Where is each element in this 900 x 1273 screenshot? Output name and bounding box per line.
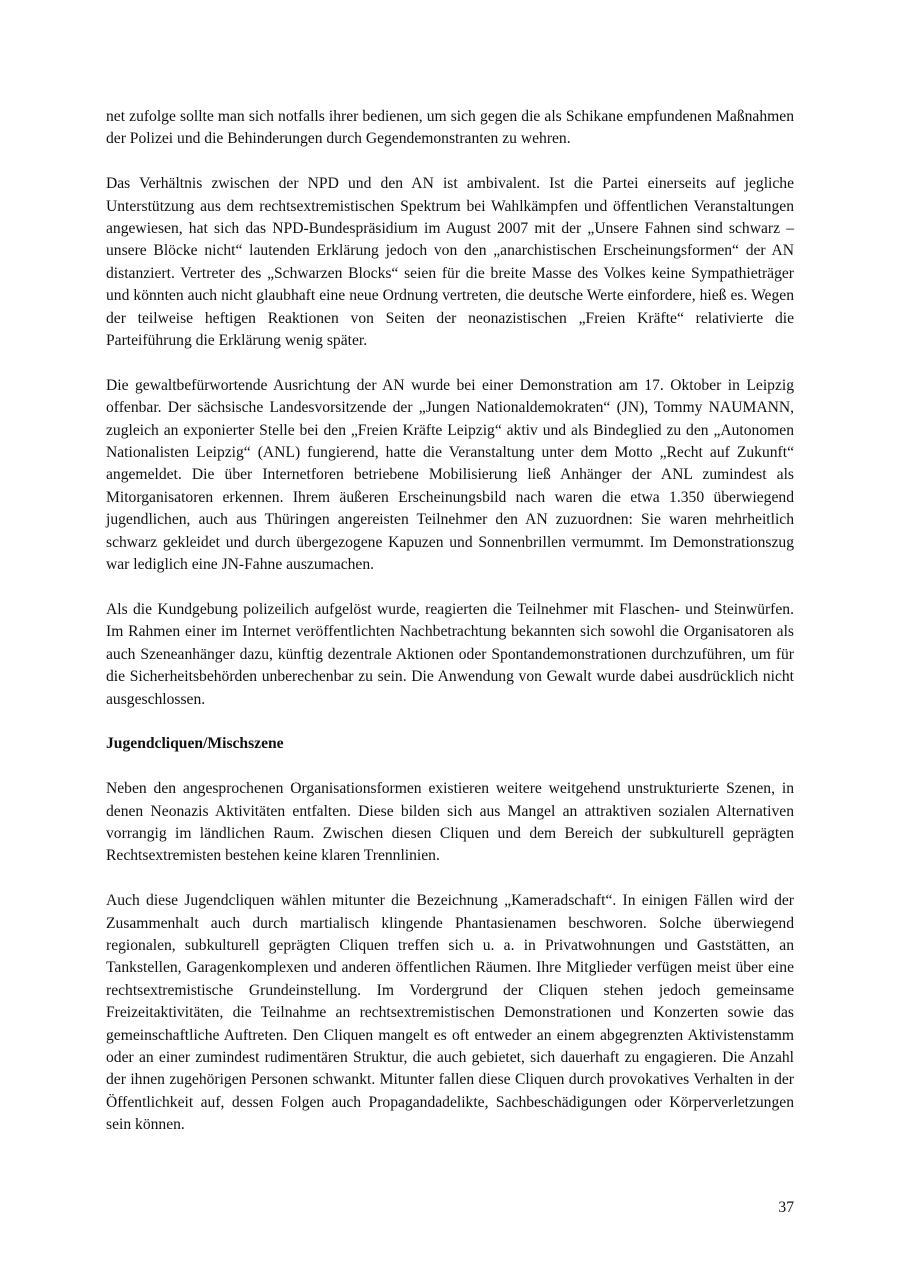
paragraph-unstructured-scenes: Neben den angesprochenen Organisationsformen existieren weitere weitgehend unstrukturierte Szenen, in denen Neonazis Aktivitäten entfalten. Diese bilden sich aus Mangel an attraktiven sozialen Alternativen vorrangig im ländlichen Raum. Zwischen diesen Cliquen und dem Bereich der subkulturell geprägten Rechtsextremisten bestehen keine klaren Trennlinien.: [106, 780, 794, 865]
paragraph-leipzig-demonstration: Die gewaltbefürwortende Ausrichtung der AN wurde bei einer Demonstration am 17. Oktober in Leipzig offenbar. Der sächsische Landesvorsitzende der „Jungen Nationaldemokraten“ (JN), Tommy NAUMANN, zugleich an exponierter Stelle bei den „Freien Kräfte Leipzig“ aktiv und als Bindeglied zu den „Autonomen Nationalisten Leipzig“ (ANL) fungierend, hatte die Veranstaltung unter dem Motto „Recht auf Zukunft“ angemeldet. Die über Internetforen betriebene Mobilisierung ließ Anhänger der ANL zumindest als Mitorganisatoren erkennen. Ihrem äußeren Erscheinungsbild nach waren die etwa 1.350 überwiegend jugendlichen, auch aus Thüringen angereisten Teilnehmer den AN zuzuordnen: Sie waren mehrheitlich schwarz gekleidet und durch übergezogene Kapuzen und Sonnenbrillen vermummt. Im Demonstrationszug war lediglich eine JN-Fahne auszumachen.: [106, 376, 794, 574]
paragraph-youth-cliques: Auch diese Jugendcliquen wählen mitunter die Bezeichnung „Kameradschaft“. In einigen Fällen wird der Zusammenhalt auch durch martialisch klingende Phantasienamen beschworen. Solche überwiegend regionalen, subkulturell geprägten Cliquen treffen sich u. a. in Privatwohnungen und Gaststätten, an Tankstellen, Garagenkomplexen und anderen öffentlichen Räumen. Ihre Mitglieder verfügen meist über eine rechtsextremistische Grundeinstellung. Im Vordergrund der Cliquen stehen jedoch gemeinsame Freizeitaktivitäten, die Teilnahme an rechtsextremistischen Demonstrationen und Konzerten sowie das gemeinschaftliche Auftreten. Den Cliquen mangelt es oft entweder an einem abgegrenzten Aktivistenstamm oder an einer zumindest rudimentären Struktur, die auch gebietet, sich dauerhaft zu engagieren. Die Anzahl der ihnen zugehörigen Personen schwankt. Mitunter fallen diese Cliquen durch provokatives Verhalten in der Öffentlichkeit auf, dessen Folgen auch Propagandadelikte, Sachbeschädigungen oder Körperverletzungen sein können.: [106, 892, 794, 1134]
page-body: [106, 106, 794, 1159]
paragraph-rally-dispersal: Als die Kundgebung polizeilich aufgelöst wurde, reagierten die Teilnehmer mit Flaschen- und Steinwürfen. Im Rahmen einer im Internet veröffentlichten Nachbetrachtung bekannten sich sowohl die Organisatoren als auch Szeneanhänger dazu, künftig dezentrale Aktionen oder Spontandemonstrationen durchzuführen, um für die Sicherheitsbehörden unberechenbar zu sein. Die Anwendung von Gewalt wurde dabei ausdrücklich nicht ausgeschlossen.: [106, 600, 794, 708]
paragraph-continuation: net zufolge sollte man sich notfalls ihrer bedienen, um sich gegen die als Schikane empfundenen Maßnahmen der Polizei und die Behinderungen durch Gegendemonstranten zu wehren.: [106, 108, 794, 148]
section-heading: Jugendcliquen/Mischszene: [106, 735, 284, 753]
paragraph-npd-an-relationship: Das Verhältnis zwischen der NPD und den AN ist ambivalent. Ist die Partei einerseits auf jegliche Unterstützung aus dem rechtsextremistischen Spektrum bei Wahlkämpfen und öffentlichen Veranstaltungen angewiesen, hat sich das NPD-Bundespräsidium im August 2007 mit der „Unsere Fahnen sind schwarz – unsere Blöcke nicht“ lautenden Erklärung jedoch von den „anarchistischen Erscheinungsformen“ der AN distanziert. Vertreter des „Schwarzen Blocks“ seien für die breite Masse des Volkes keine Sympathieträger und könnten auch nicht glaubhaft eine neue Ordnung vertreten, die deutsche Werte einfordere, hieß es. Wegen der teilweise heftigen Reaktionen von Seiten der neonazistischen „Freien Kräfte“ relativierte die Parteiführung die Erklärung wenig später.: [106, 175, 794, 350]
page-number: 37: [778, 1199, 794, 1216]
